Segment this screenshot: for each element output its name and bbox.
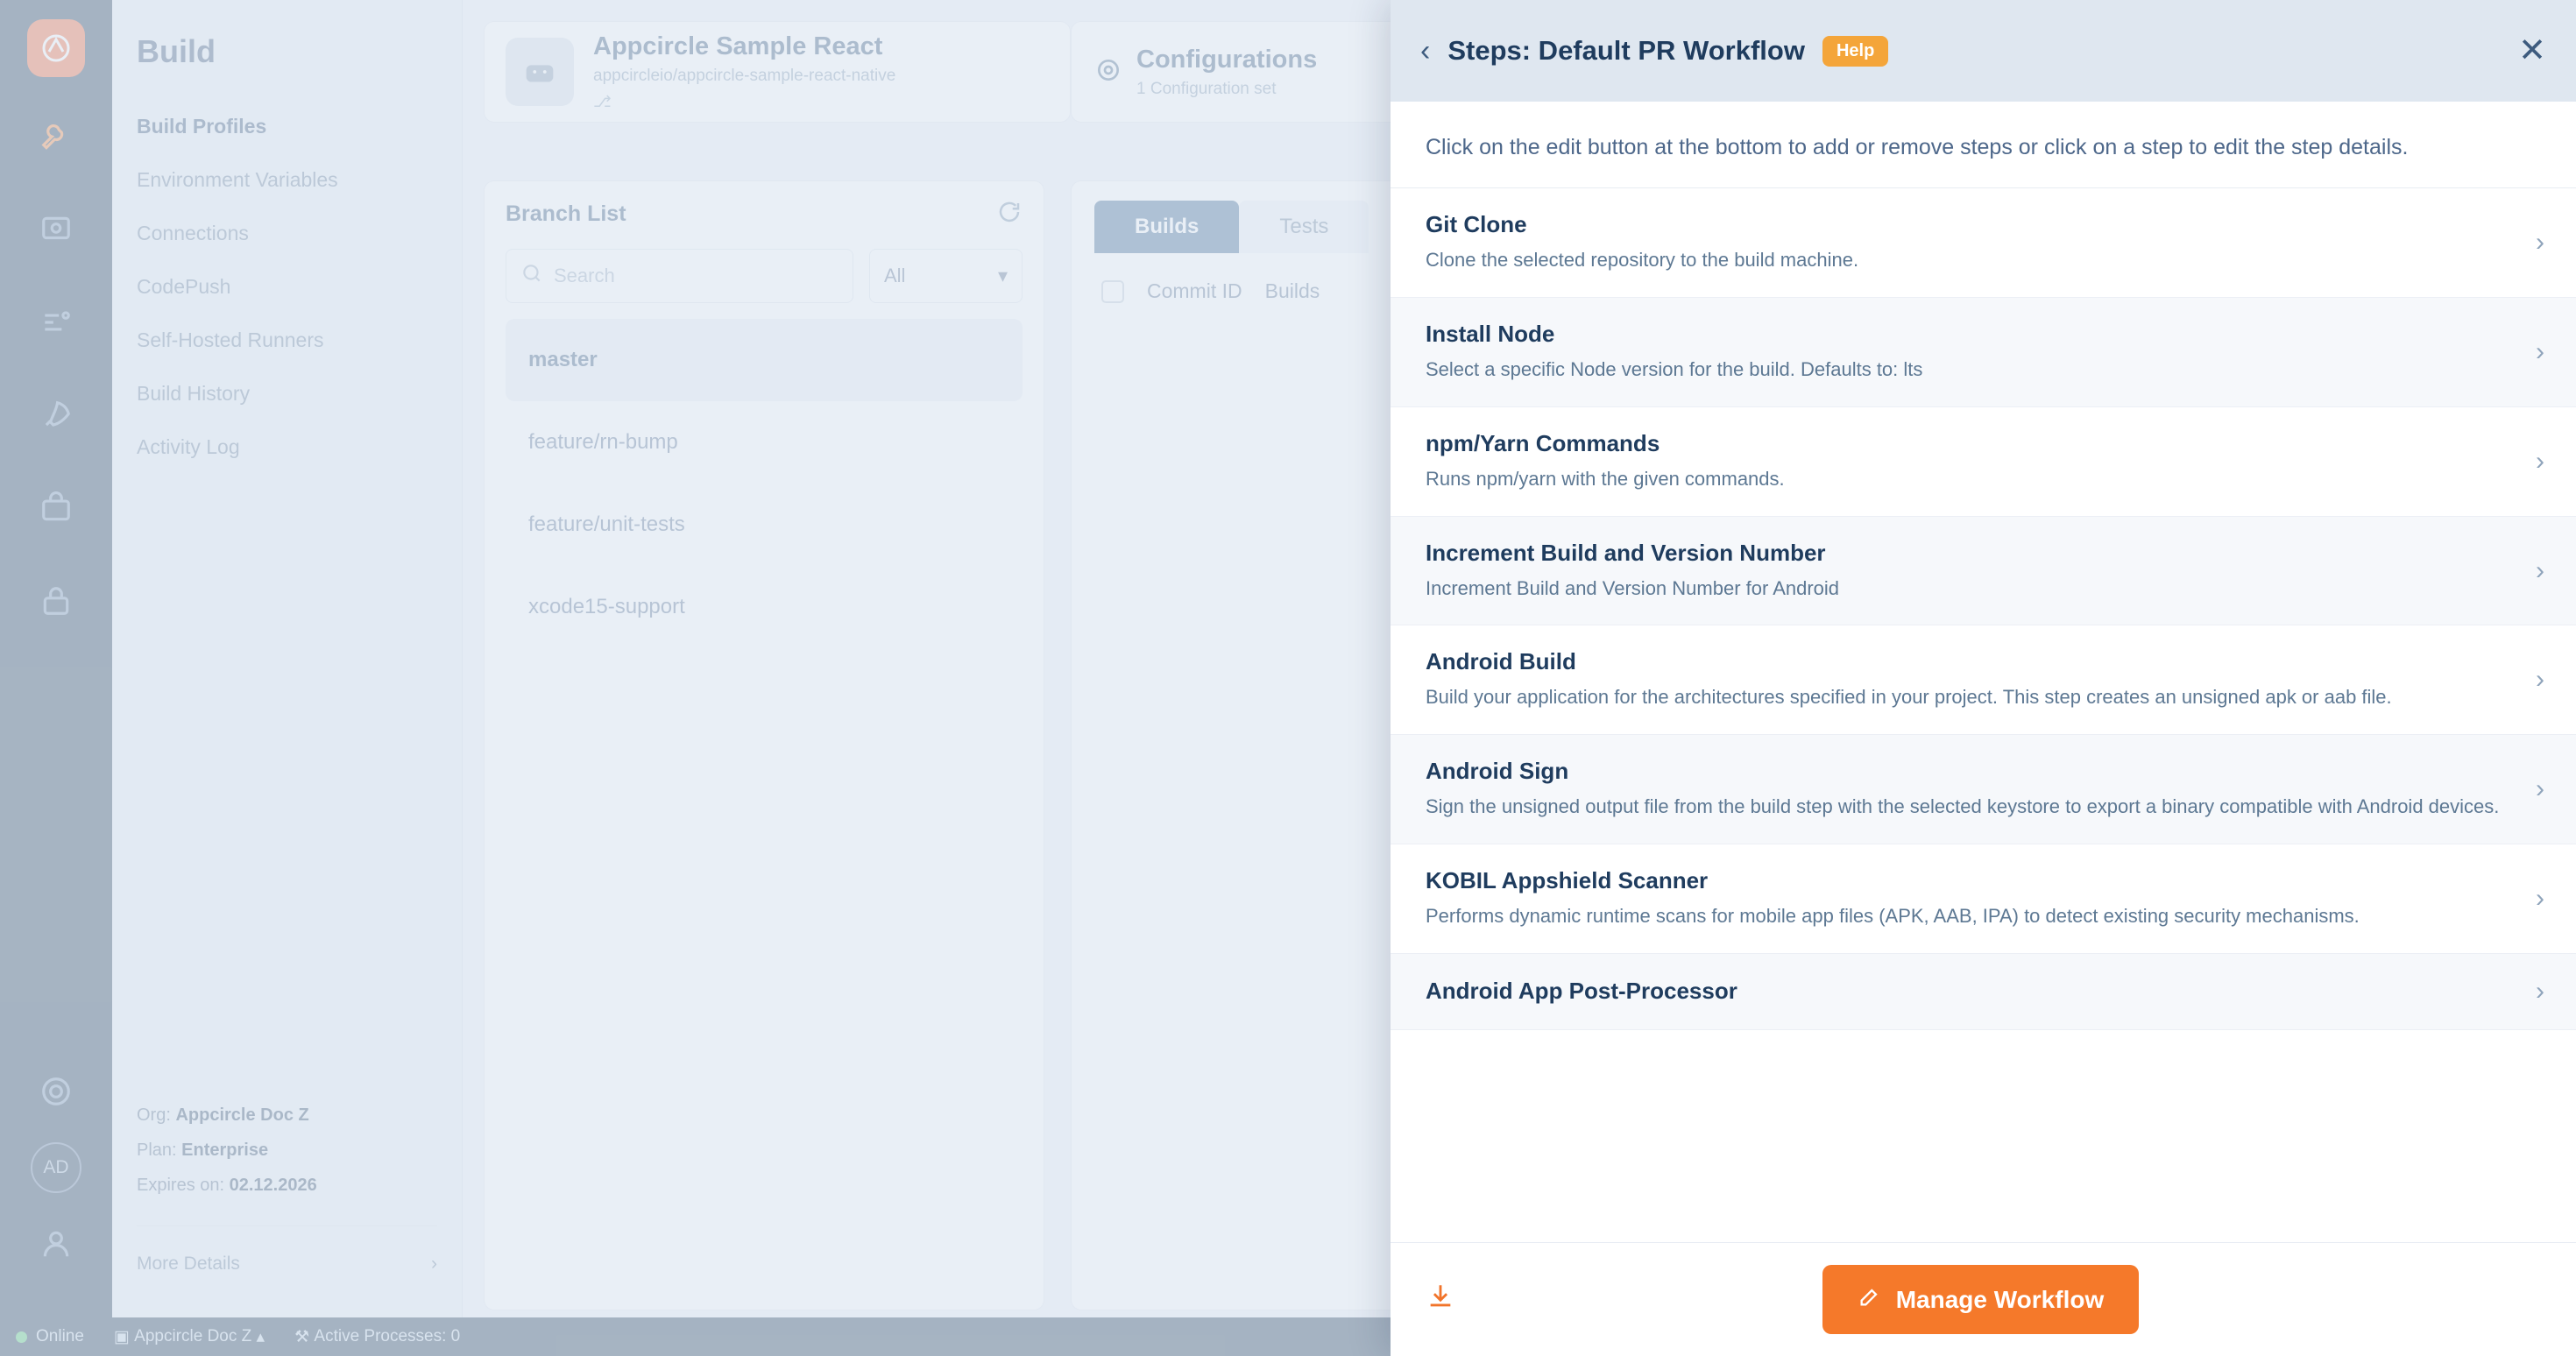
step-title: Git Clone bbox=[1426, 211, 1527, 238]
step-title: Android App Post-Processor bbox=[1426, 978, 1737, 1005]
step-description: Sign the unsigned output file from the build step with the selected keystore to export a binary compatible with Android devices. bbox=[1426, 795, 2500, 818]
chevron-right-icon: › bbox=[2536, 228, 2544, 258]
step-texts bbox=[1426, 430, 2518, 493]
step-item[interactable] bbox=[1391, 844, 2576, 954]
help-badge[interactable]: Help bbox=[1822, 36, 1888, 67]
drawer-note: Click on the edit button at the bottom to add or remove steps or click on a step to edit the step details. bbox=[1426, 135, 2409, 159]
chevron-right-icon: › bbox=[2536, 555, 2544, 585]
back-arrow-icon[interactable]: ‹ bbox=[1420, 34, 1431, 67]
step-texts bbox=[1426, 978, 2518, 1005]
step-description: Performs dynamic runtime scans for mobile app files (APK, AAB, IPA) to detect existing security mechanisms. bbox=[1426, 905, 2360, 928]
steps-list bbox=[1391, 187, 2576, 1242]
chevron-right-icon: › bbox=[2536, 665, 2544, 695]
step-description: Runs npm/yarn with the given commands. bbox=[1426, 467, 1785, 490]
pencil-icon bbox=[1858, 1284, 1882, 1315]
manage-workflow-label: Manage Workflow bbox=[1895, 1285, 2105, 1313]
export-download-icon[interactable] bbox=[1426, 1282, 1455, 1318]
drawer-title: Steps: Default PR Workflow bbox=[1447, 35, 1805, 66]
chevron-right-icon: › bbox=[2536, 446, 2544, 476]
step-title: Install Node bbox=[1426, 321, 1555, 348]
chevron-right-icon: › bbox=[2536, 774, 2544, 804]
step-description: Clone the selected repository to the build machine. bbox=[1426, 249, 1859, 272]
step-item[interactable] bbox=[1391, 188, 2576, 298]
step-texts bbox=[1426, 867, 2518, 930]
step-description: Select a specific Node version for the build. Defaults to: lts bbox=[1426, 358, 1923, 381]
chevron-right-icon: › bbox=[2536, 976, 2544, 1006]
steps-drawer bbox=[1391, 0, 2576, 1356]
step-description: Increment Build and Version Number for Android bbox=[1426, 576, 1840, 599]
step-item[interactable] bbox=[1391, 298, 2576, 407]
step-texts bbox=[1426, 648, 2518, 711]
step-item[interactable] bbox=[1391, 407, 2576, 517]
step-title: Increment Build and Version Number bbox=[1426, 539, 1826, 566]
drawer-header bbox=[1391, 0, 2576, 102]
step-item[interactable] bbox=[1391, 954, 2576, 1030]
chevron-right-icon: › bbox=[2536, 336, 2544, 366]
step-title: Android Sign bbox=[1426, 758, 1569, 785]
drawer-footer bbox=[1391, 1242, 2576, 1356]
step-texts bbox=[1426, 321, 2518, 384]
step-item[interactable] bbox=[1391, 625, 2576, 735]
step-description: Build your application for the architectures specified in your project. This step creates an unsigned apk or aab file. bbox=[1426, 686, 2392, 709]
manage-workflow-button[interactable] bbox=[1822, 1265, 2140, 1334]
step-title: KOBIL Appshield Scanner bbox=[1426, 867, 1709, 894]
chevron-right-icon: › bbox=[2536, 883, 2544, 913]
close-icon[interactable]: ✕ bbox=[2518, 32, 2546, 69]
step-title: npm/Yarn Commands bbox=[1426, 429, 1660, 456]
step-texts bbox=[1426, 758, 2518, 821]
step-texts bbox=[1426, 540, 2518, 603]
step-item[interactable] bbox=[1391, 517, 2576, 626]
step-title: Android Build bbox=[1426, 648, 1576, 675]
step-item[interactable] bbox=[1391, 735, 2576, 844]
step-texts bbox=[1426, 211, 2518, 274]
